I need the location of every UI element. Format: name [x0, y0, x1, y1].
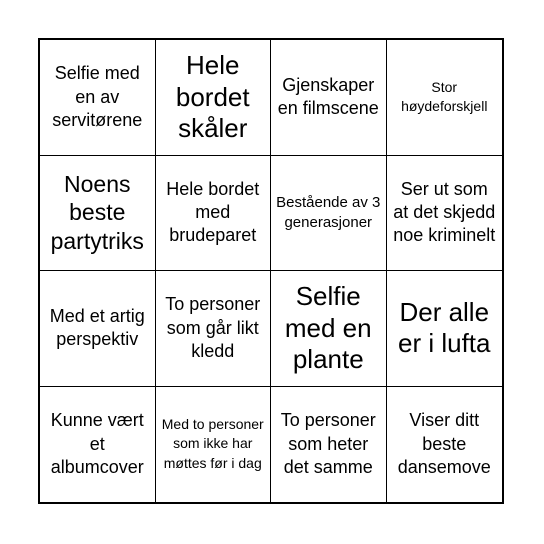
- bingo-cell-r3c3[interactable]: Selfie med en plante: [271, 271, 387, 387]
- bingo-cell-r1c2[interactable]: Hele bordet skåler: [156, 40, 272, 156]
- bingo-cell-r3c1[interactable]: Med et artig perspektiv: [40, 271, 156, 387]
- bingo-cell-r2c4[interactable]: Ser ut som at det skjedd noe kriminelt: [387, 156, 503, 272]
- bingo-board: [38, 38, 504, 504]
- bingo-cell-r4c2[interactable]: Med to personer som ikke har møttes før i dag: [156, 387, 272, 503]
- bingo-cell-r1c4[interactable]: Stor høydeforskjell: [387, 40, 503, 156]
- bingo-cell-r4c4[interactable]: Viser ditt beste dansemove: [397, 410, 491, 477]
- bingo-cell-r1c3[interactable]: Gjenskaper en filmscene: [271, 40, 387, 156]
- bingo-cell-r2c3[interactable]: Bestående av 3 generasjoner: [271, 156, 387, 272]
- bingo-cell-r1c1[interactable]: Selfie med en av servitørene: [40, 40, 156, 156]
- bingo-cell-r4c1[interactable]: Kunne vært et albumcover: [40, 387, 156, 503]
- bingo-cell-r2c1[interactable]: Noens beste partytriks: [40, 156, 156, 272]
- bingo-cell-r3c4[interactable]: Der alle er i lufta: [387, 271, 503, 387]
- bingo-cell-r3c2[interactable]: To personer som går likt kledd: [156, 271, 272, 387]
- bingo-cell-r4c3[interactable]: To personer som heter det samme: [271, 387, 387, 503]
- bingo-cell-r2c2[interactable]: Hele bordet med brudeparet: [156, 156, 272, 272]
